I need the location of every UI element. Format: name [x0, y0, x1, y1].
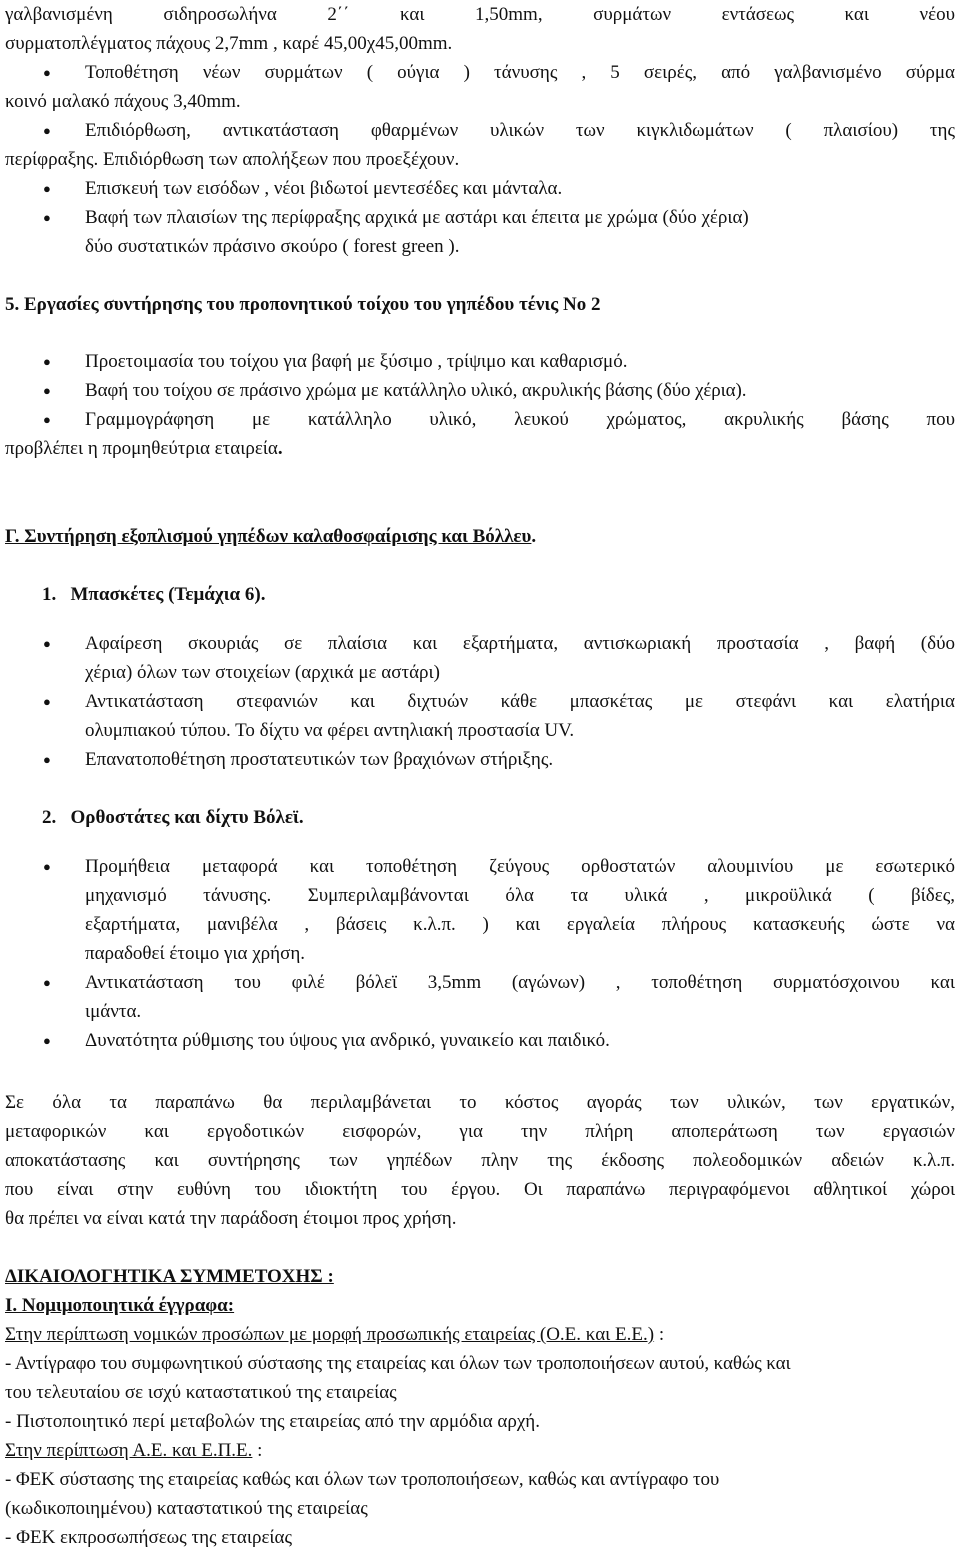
text-line: αποκατάστασης και συντήρησης των γηπέδων πλην της έκδοσης πολεοδομικών αδειών κ.λ.π.	[5, 1150, 955, 1171]
subsection-title: Μπασκέτες (Τεμάχια 6).	[70, 584, 266, 605]
text-line: προβλέπει η προμηθεύτρια εταιρεία	[5, 438, 278, 459]
text-line: Αντικατάσταση στεφανιών και διχτυών κάθε μπασκέτας με στεφάνι και ελατήρια	[85, 691, 955, 712]
text-line: Επιδιόρθωση, αντικατάσταση φθαρμένων υλικών των κιγκλιδωμάτων ( πλαισίου) της	[85, 120, 955, 141]
bullet-icon: ●	[43, 694, 51, 709]
text-line: - Πιστοποιητικό περί μεταβολών της εταιρείας από την αρμόδια αρχή.	[5, 1411, 540, 1432]
text-line: που είναι στην ευθύνη του ιδιοκτήτη του έργου. Οι παραπάνω περιγραφόμενοι αθλητικοί χώροι	[5, 1179, 955, 1200]
text-line: περίφραξης. Επιδιόρθωση των απολήξεων που προεξέχουν.	[5, 149, 460, 170]
case-tail: :	[252, 1440, 263, 1461]
text-line: Τοποθέτηση νέων συρμάτων ( ούγια ) τάνυσης , 5 σειρές, από γαλβανισμένο σύρμα	[85, 62, 955, 83]
text-line: μεταφορικών και εργοδοτικών εισφορών, για την πλήρη αποπεράτωση των εργασιών	[5, 1121, 955, 1142]
bullet-icon: ●	[43, 181, 51, 196]
justifications-title: ΔΙΚΑΙΟΛΟΓΗΤΙΚΑ ΣΥΜΜΕΤΟΧΗΣ :	[5, 1266, 334, 1287]
text-line: Αντικατάσταση του φιλέ βόλεϊ 3,5mm (αγώνων) , τοποθέτηση συρματόσχοινου και	[85, 972, 955, 993]
text-tail: .	[277, 438, 283, 459]
bullet-icon: ●	[43, 859, 51, 874]
subsection-1-heading	[42, 580, 942, 609]
text-line: (κωδικοποιημένου) καταστατικού της εταιρείας	[5, 1498, 368, 1519]
text-line: Βαφή του τοίχου σε πράσινο χρώμα με κατάλληλο υλικό, ακρυλικής βάσης (δύο χέρια).	[85, 380, 747, 401]
text-line: Επισκευή των εισόδων , νέοι βιδωτοί μεντεσέδες και μάνταλα.	[85, 178, 563, 199]
case-personal-company-label: Στην περίπτωση νομικών προσώπων με μορφή προσωπικής εταιρείας (Ο.Ε. και Ε.Ε.)	[5, 1324, 655, 1345]
bullet-icon: ●	[43, 412, 51, 427]
text-line: - Αντίγραφο του συμφωνητικού σύστασης της εταιρείας και όλων των τροποποιήσεων αυτού, καθώς και	[5, 1353, 791, 1374]
bullet-icon: ●	[43, 210, 51, 225]
text-line: Προετοιμασία του τοίχου για βαφή με ξύσιμο , τρίψιμο και καθαρισμό.	[85, 351, 628, 372]
bullet-icon: ●	[43, 123, 51, 138]
bullet-icon: ●	[43, 975, 51, 990]
bullet-icon: ●	[43, 636, 51, 651]
subsection-number: 2.	[42, 807, 57, 828]
bullet-icon: ●	[43, 1033, 51, 1048]
text-line: Δυνατότητα ρύθμισης του ύψους για ανδρικό, γυναικείο και παιδικό.	[85, 1030, 610, 1051]
text-line: ολυμπιακού τύπου. Το δίχτυ να φέρει αντηλιακή προστασία UV.	[85, 720, 575, 741]
text-line: εξαρτήματα, μανιβέλα , βάσεις κ.λ.π. ) και εργαλεία πλήρους κατασκευής ώστε να	[85, 914, 955, 935]
subsection-2-heading	[42, 803, 942, 832]
bullet-icon: ●	[43, 354, 51, 369]
section-g-tail: .	[531, 526, 537, 547]
section-g-heading	[5, 522, 955, 551]
text-line: συρματοπλέγματος πάχους 2,7mm , καρέ 45,00χ45,00mm.	[5, 33, 453, 54]
text-line: Γραμμογράφηση με κατάλληλο υλικό, λευκού χρώματος, ακρυλικής βάσης που	[85, 409, 955, 430]
case-tail: :	[654, 1324, 665, 1345]
text-line: Αφαίρεση σκουριάς σε πλαίσια και εξαρτήματα, αντισκωριακή προστασία , βαφή (δύο	[85, 633, 955, 654]
text-line: - ΦΕΚ σύστασης της εταιρείας καθώς και όλων των τροποποιήσεων, καθώς και αντίγραφο του	[5, 1469, 720, 1490]
text-line: κοινό μαλακό πάχους 3,40mm.	[5, 91, 241, 112]
text-line: γαλβανισμένη σιδηροσωλήνα 2΄΄ και 1,50mm, συρμάτων εντάσεως και νέου	[5, 4, 955, 25]
subsection-title: Ορθοστάτες και δίχτυ Βόλεϊ.	[70, 807, 304, 828]
text-line: Σε όλα τα παραπάνω θα περιλαμβάνεται το κόστος αγοράς των υλικών, των εργατικών,	[5, 1092, 955, 1113]
bullet-icon: ●	[43, 752, 51, 767]
text-line: ιμάντα.	[85, 1001, 142, 1022]
section-5-heading: 5. Εργασίες συντήρησης του προπονητικού τοίχου του γηπέδου τένις Νο 2	[5, 294, 601, 315]
summary-paragraph	[5, 1088, 955, 1233]
text-line: Επανατοποθέτηση προστατευτικών των βραχιόνων στήριξης.	[85, 749, 554, 770]
text-line: του τελευταίου σε ισχύ καταστατικού της εταιρείας	[5, 1382, 397, 1403]
case-sa-ltd-label: Στην περίπτωση Α.Ε. και Ε.Π.Ε.	[5, 1440, 253, 1461]
text-line: Βαφή των πλαισίων της περίφραξης αρχικά με αστάρι και έπειτα με χρώμα (δύο χέρια)	[85, 207, 749, 228]
text-line: δύο συστατικών πράσινο σκούρο ( forest green ).	[85, 236, 460, 257]
bullet-icon: ●	[43, 65, 51, 80]
text-line: παραδοθεί έτοιμο για χρήση.	[85, 943, 306, 964]
justifications-section	[5, 1262, 955, 1552]
text-line: μηχανισμό τάνυσης. Συμπεριλαμβάνονται όλα τα υλικά , μικροϋλικά ( βίδες,	[85, 885, 955, 906]
section-g-title: Γ. Συντήρηση εξοπλισμού γηπέδων καλαθοσφαίρισης και Βόλλευ	[5, 526, 532, 547]
text-line: - ΦΕΚ εκπροσωπήσεως της εταιρείας	[5, 1527, 293, 1548]
subsection-number: 1.	[42, 584, 57, 605]
intro-paragraph	[5, 0, 955, 58]
text-line: Προμήθεια μεταφορά και τοποθέτηση ζεύγους ορθοστατών αλουμινίου με εσωτερικό	[85, 856, 955, 877]
text-line: θα πρέπει να είναι κατά την παράδοση έτοιμοι προς χρήση.	[5, 1208, 457, 1229]
bullet-icon: ●	[43, 383, 51, 398]
text-line: χέρια) όλων των στοιχείων (αρχικά με αστάρι)	[85, 662, 440, 683]
legal-docs-title: Ι. Νομιμοποιητικά έγγραφα:	[5, 1295, 235, 1316]
